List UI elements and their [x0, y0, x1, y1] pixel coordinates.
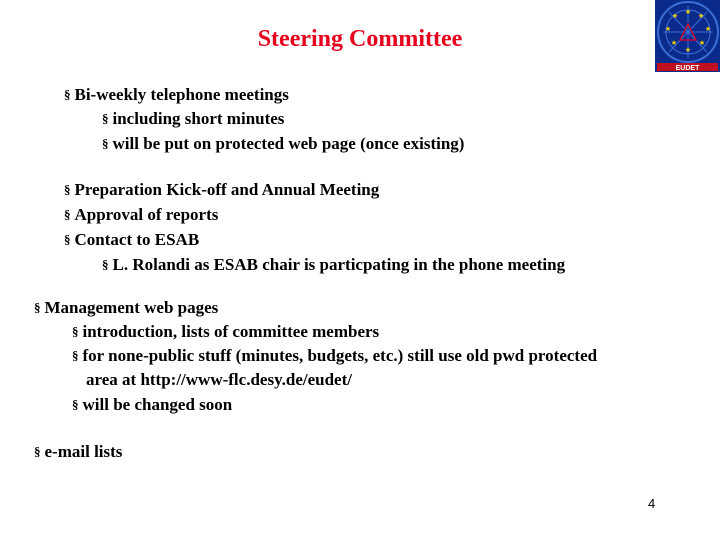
continuation-url-line: area at http://www-flc.desy.de/eudet/	[86, 370, 352, 389]
bullet-email-lists: § e-mail lists	[34, 442, 123, 461]
bullet-changed-soon: § will be changed soon	[72, 395, 233, 414]
bullet-kickoff-meeting: § Preparation Kick-off and Annual Meeting	[64, 180, 380, 199]
bullet-short-minutes: § including short minutes	[102, 109, 285, 128]
page-number: 4	[648, 496, 656, 511]
bullet-marker: §	[64, 182, 71, 197]
bullet-management-web-pages: § Management web pages	[34, 298, 219, 317]
bullet-marker: §	[102, 136, 109, 151]
bullet-protected-web-page: § will be put on protected web page (once existing)	[102, 134, 465, 153]
svg-text:★: ★	[684, 46, 692, 54]
bullet-marker: §	[72, 348, 79, 363]
bullet-marker: §	[34, 444, 41, 459]
bullet-marker: §	[34, 300, 41, 315]
bullet-biweekly-meetings: § Bi-weekly telephone meetings	[64, 85, 289, 104]
svg-text:★: ★	[664, 25, 672, 33]
bullet-introduction: § introduction, lists of committee members	[72, 322, 380, 341]
bullet-none-public-stuff: § for none-public stuff (minutes, budgets, etc.) still use old pwd protected	[72, 346, 598, 365]
bullet-marker: §	[64, 207, 71, 222]
bullet-rolandi: § L. Rolandi as ESAB chair is particpating in the phone meeting	[102, 255, 566, 274]
bullet-marker: §	[64, 232, 71, 247]
svg-text:★: ★	[704, 25, 712, 33]
svg-text:★: ★	[671, 12, 679, 20]
eudet-logo	[655, 0, 720, 72]
bullet-marker: §	[72, 324, 79, 339]
svg-text:★: ★	[697, 12, 705, 20]
svg-text:★: ★	[670, 39, 678, 47]
svg-text:★: ★	[684, 8, 692, 16]
logo-text: EUDET	[675, 65, 700, 72]
bullet-marker: §	[72, 397, 79, 412]
slide-title: Steering Committee	[257, 26, 463, 52]
bullet-marker: §	[102, 111, 109, 126]
svg-text:★: ★	[698, 39, 706, 47]
bullet-marker: §	[102, 257, 109, 272]
bullet-contact-esab: § Contact to ESAB	[64, 230, 200, 249]
bullet-marker: §	[64, 87, 71, 102]
bullet-approval-reports: § Approval of reports	[64, 205, 219, 224]
